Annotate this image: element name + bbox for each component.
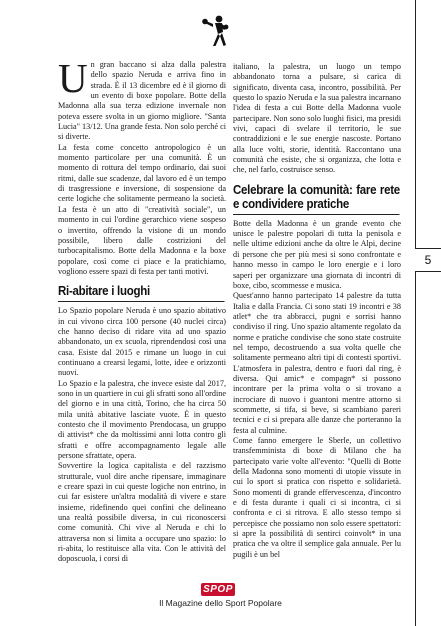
body-paragraph: italiano, la palestra, un luogo un tempo abbandonato torna a pulsare, si carica di significato, diventa casa, incontro, possibilità. Per questo lo spazio Neruda e la sua palestra incarnano l'idea di festa a cui Botte della Madonna vuole partecipare. Non sono solo luoghi fisici, ma presidi vivi, capaci di svelare il territorio, le sue contraddizioni e le sue energie nascoste. Portano alla luce volti, storie, identità. Raccontano una comunità che esiste, che si organizza, che lotta e che, nel farlo, costruisce senso. xyxy=(233,62,401,175)
right-column xyxy=(233,62,401,560)
page-number: 5 xyxy=(415,248,441,272)
body-paragraph: Quest'anno hanno partecipato 14 palestre da tutta Italia e dalla Francia. Ci sono stati 19 incontri e 38 atlet* che tra abbracci, pugni e sorrisi hanno condiviso il ring. Uno spazio altamente regolato da norme e pratiche condivise che sono state costruite nel tempo, decostruendo a sua volta quelle che solitamente permeano altri tipi di contesti sportivi. L'atmosfera in palestra, dentro e fuori dal ring, è diversa. Qui amic* e compagn* si possono incontrare per la prima volta o si trovano a incrociare di nuovo i guantoni mentre attorno si scommette, si tifa, si beve, si scambiano pareri tecnici e ci si prepara alle danze che porteranno la festa al culmine. xyxy=(233,291,401,435)
body-paragraph: Come fanno emergere le Sberle, un collettivo transfemminista di boxe di Milano che ha partecipato varie volte all'evento: "Quelli di Botte della Madonna sono momenti di utopie vissute in cui lo sport si pratica con rispetto e solidarietà. Sono momenti di grande effervescenza, d'incontro e di festa durante i quali ci si incontra, ci si confronta e ci si ritrova. E allo stesso tempo si percepisce che possiamo non solo essere spettatori: si apre la possibilità di sentirci coinvolt* in una pratica che va oltre il semplice gala annuale. Per lu pugili è un bel xyxy=(233,436,401,559)
left-column xyxy=(58,55,226,565)
body-paragraph: La festa come concetto antropologico è un momento particolare per una comunità. È un momento di rottura del tempo ordinario, dai suoi ritmi, dalle sue scadenze, dal lavoro ed è un tempo di trasgressione e inversione, di sospensione da certe logiche che solitamente permeano la società. La festa è un atto di "creatività sociale", un momento in cui l'ordine gerarchico viene sospeso o invertito, offrendo la visione di un mondo possibile, libero dalle costrizioni del turbocapitalismo. Botte della Madonna e la boxe popolare, così come ci piace e la pratichiamo, vogliono essere spazi di festa per tanti motivi. xyxy=(58,142,226,276)
section-heading: Ri-abitare i luoghi xyxy=(58,284,225,302)
boxer-logo xyxy=(198,10,234,50)
body-paragraph: Botte della Madonna è un grande evento che unisce le palestre popolari di tutta la penisola e nelle ultime edizioni anche da oltre le Alpi, decine di persone che per più mesi si sono confrontate e hanno messo in campo le loro energie e i loro saperi per organizzare una giornata di incontri di boxe, cibo, scommesse e musica. xyxy=(233,218,401,290)
section-heading: Celebrare la comunità: fare rete e condividere pratiche xyxy=(233,183,400,215)
intro-paragraph xyxy=(58,55,226,143)
footer-tagline: Il Magazine dello Sport Popolare xyxy=(159,598,282,608)
boxer-icon xyxy=(198,10,234,50)
drop-cap: U xyxy=(58,55,88,101)
spop-logo: SPOP xyxy=(201,583,235,596)
right-border-rule xyxy=(415,0,416,626)
body-paragraph: Lo Spazio popolare Neruda è uno spazio abitativo in cui vivono circa 100 persone (40 nuclei circa) che hanno deciso di ridare vita ad uno spazio abbandonato, un ex scuola, riprendendosi così una casa. Esiste dal 2015 e rimane un luogo in cui continuano a crearsi legami, lotte, idee e orizzonti nuovi. xyxy=(58,306,226,378)
body-paragraph: Sovvertire la logica capitalista e del razzismo strutturale, vuol dire anche ripensare, immaginare e creare spazi in cui queste logiche non entrino, in cui far esistere un'altra modalità di vivere e stare insieme, ridefinendo quei confini che delineano una realtà possibile diversa, in cui riconoscersi come comunità. Chi vive al Neruda e chi lo attraversa non si limita a occupare uno spazio: lo ri-abita, lo restituisce alla vita. Con le attività del doposcuola, i corsi di xyxy=(58,461,226,564)
body-paragraph: Lo Spazio e la palestra, che invece esiste dal 2017, sono in un quartiere in cui gli sfratti sono all'ordine del giorno e in una città, Torino, che ha circa 50 mila unità abitative lasciate vuote. È in questo contesto che il movimento Prendocasa, un gruppo di attivist* che da moltissimi anni lotta contro gli sfratti e offre accompagnamento legale alle persone sfrattate, opera. xyxy=(58,378,226,461)
intro-text: n gran baccano si alza dalla palestra dello spazio Neruda e arriva fino in strada. È il 13 dicembre ed è il giorno di un evento di boxe popolare. Botte della Madonna alla sua terza edizione invernale non poteva essere svolta in un giorno migliore. "Santa Lucia" 13/12. Una grande festa. Non solo perché ci si diverte. xyxy=(58,60,226,142)
